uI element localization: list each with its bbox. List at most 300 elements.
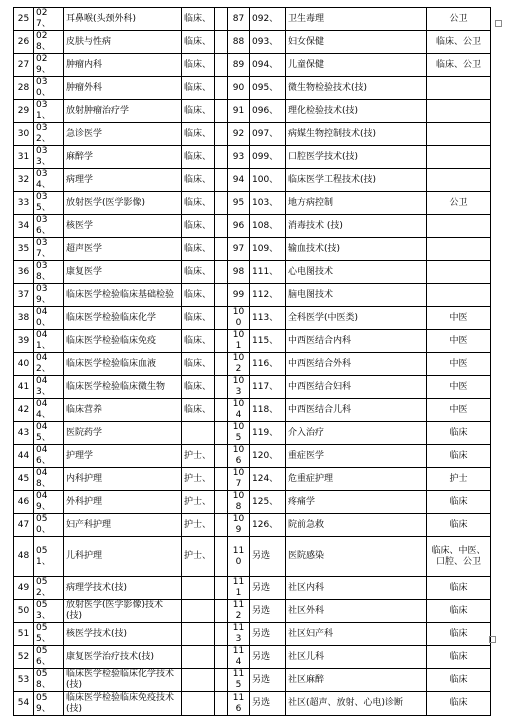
mark-a — [215, 445, 228, 468]
specialty-a: 皮肤与性病 — [64, 31, 182, 54]
row-index: 32 — [14, 169, 34, 192]
code-b: 118、 — [250, 399, 286, 422]
specialty-a: 康复医学 — [64, 261, 182, 284]
code-a: 032、 — [34, 123, 64, 146]
mark-a — [215, 669, 228, 692]
category-b: 临床 — [427, 646, 491, 669]
category-a: 护士、 — [182, 468, 215, 491]
table-row — [14, 491, 491, 514]
row-index-b: 109 — [228, 514, 250, 537]
row-index-b: 90 — [228, 77, 250, 100]
specialty-a: 外科护理 — [64, 491, 182, 514]
specialty-b: 病媒生物控制技术(技) — [286, 123, 427, 146]
code-a: 041、 — [34, 330, 64, 353]
category-a: 临床、 — [182, 8, 215, 31]
row-index-b: 116 — [228, 692, 250, 716]
row-index-b: 98 — [228, 261, 250, 284]
row-index: 29 — [14, 100, 34, 123]
specialty-a: 临床医学检验临床化学 — [64, 307, 182, 330]
category-a: 临床、 — [182, 169, 215, 192]
specialty-b: 疼痛学 — [286, 491, 427, 514]
code-a: 046、 — [34, 445, 64, 468]
category-b: 护士 — [427, 468, 491, 491]
code-b: 124、 — [250, 468, 286, 491]
category-a: 临床、 — [182, 31, 215, 54]
specialty-a: 儿科护理 — [64, 537, 182, 577]
specialty-b: 儿童保健 — [286, 54, 427, 77]
row-index-b: 113 — [228, 623, 250, 646]
category-a: 临床、 — [182, 77, 215, 100]
category-a: 临床、 — [182, 146, 215, 169]
specialty-b: 中西医结合儿科 — [286, 399, 427, 422]
code-b: 另选 — [250, 623, 286, 646]
specialty-a: 临床医学检验临床免疫技术(技) — [64, 692, 182, 716]
category-b — [427, 123, 491, 146]
row-index: 49 — [14, 577, 34, 600]
category-b: 临床 — [427, 514, 491, 537]
row-index: 33 — [14, 192, 34, 215]
specialty-a: 内科护理 — [64, 468, 182, 491]
code-a: 055、 — [34, 623, 64, 646]
specialty-table — [13, 7, 491, 716]
category-b — [427, 77, 491, 100]
category-a: 护士、 — [182, 491, 215, 514]
specialty-a: 临床医学检验临床微生物 — [64, 376, 182, 399]
category-b: 中医 — [427, 330, 491, 353]
category-b — [427, 261, 491, 284]
code-b: 103、 — [250, 192, 286, 215]
table-row — [14, 261, 491, 284]
code-b: 094、 — [250, 54, 286, 77]
row-index: 44 — [14, 445, 34, 468]
mark-a — [215, 623, 228, 646]
table-row — [14, 376, 491, 399]
mark-a — [215, 31, 228, 54]
specialty-b: 社区妇产科 — [286, 623, 427, 646]
code-b: 113、 — [250, 307, 286, 330]
table-row — [14, 399, 491, 422]
specialty-table-body — [14, 8, 491, 716]
table-row — [14, 623, 491, 646]
category-b: 临床、中医、口腔、公卫 — [427, 537, 491, 577]
mark-a — [215, 8, 228, 31]
specialty-b: 社区外科 — [286, 600, 427, 623]
row-index: 40 — [14, 353, 34, 376]
row-index: 27 — [14, 54, 34, 77]
specialty-b: 介入治疗 — [286, 422, 427, 445]
category-b: 临床 — [427, 600, 491, 623]
category-b: 临床 — [427, 692, 491, 716]
mark-a — [215, 600, 228, 623]
category-a: 临床、 — [182, 376, 215, 399]
specialty-b: 社区儿科 — [286, 646, 427, 669]
specialty-a: 核医学技术(技) — [64, 623, 182, 646]
specialty-b: 全科医学(中医类) — [286, 307, 427, 330]
category-b — [427, 100, 491, 123]
row-index-b: 89 — [228, 54, 250, 77]
specialty-a: 妇产科护理 — [64, 514, 182, 537]
code-b: 095、 — [250, 77, 286, 100]
table-row — [14, 669, 491, 692]
specialty-a: 病理学 — [64, 169, 182, 192]
row-index: 42 — [14, 399, 34, 422]
specialty-b: 医院感染 — [286, 537, 427, 577]
table-row — [14, 54, 491, 77]
mark-a — [215, 692, 228, 716]
specialty-a: 放射医学(医学影像)技术(技) — [64, 600, 182, 623]
mark-a — [215, 238, 228, 261]
row-index-b: 102 — [228, 353, 250, 376]
category-b: 中医 — [427, 376, 491, 399]
code-a: 028、 — [34, 31, 64, 54]
code-a: 035、 — [34, 192, 64, 215]
code-a: 034、 — [34, 169, 64, 192]
specialty-b: 中西医结合外科 — [286, 353, 427, 376]
specialty-b: 输血技术(技) — [286, 238, 427, 261]
specialty-a: 麻醉学 — [64, 146, 182, 169]
row-index-b: 101 — [228, 330, 250, 353]
specialty-b: 地方病控制 — [286, 192, 427, 215]
category-a: 临床、 — [182, 353, 215, 376]
specialty-b: 社区(超声、放射、心电)诊断 — [286, 692, 427, 716]
row-index-b: 95 — [228, 192, 250, 215]
code-b: 另选 — [250, 577, 286, 600]
code-a: 048、 — [34, 468, 64, 491]
row-index-b: 103 — [228, 376, 250, 399]
mark-a — [215, 422, 228, 445]
row-index-b: 97 — [228, 238, 250, 261]
code-b: 116、 — [250, 353, 286, 376]
row-index: 51 — [14, 623, 34, 646]
category-b — [427, 238, 491, 261]
category-a: 临床、 — [182, 284, 215, 307]
corner-marker — [489, 636, 496, 643]
table-row — [14, 577, 491, 600]
category-b: 临床 — [427, 422, 491, 445]
mark-a — [215, 100, 228, 123]
mark-a — [215, 646, 228, 669]
mark-a — [215, 376, 228, 399]
code-a: 059、 — [34, 692, 64, 716]
row-index-b: 104 — [228, 399, 250, 422]
table-row — [14, 422, 491, 445]
mark-a — [215, 192, 228, 215]
table-row — [14, 600, 491, 623]
code-b: 099、 — [250, 146, 286, 169]
code-a: 040、 — [34, 307, 64, 330]
code-b: 115、 — [250, 330, 286, 353]
code-b: 097、 — [250, 123, 286, 146]
specialty-a: 放射医学(医学影像) — [64, 192, 182, 215]
code-b: 096、 — [250, 100, 286, 123]
category-a — [182, 692, 215, 716]
row-index: 41 — [14, 376, 34, 399]
specialty-b: 临床医学工程技术(技) — [286, 169, 427, 192]
table-row — [14, 692, 491, 716]
category-b — [427, 215, 491, 238]
code-b: 另选 — [250, 600, 286, 623]
mark-a — [215, 54, 228, 77]
code-b: 125、 — [250, 491, 286, 514]
mark-a — [215, 215, 228, 238]
category-a — [182, 669, 215, 692]
category-a: 护士、 — [182, 537, 215, 577]
specialty-b: 消毒技术 (技) — [286, 215, 427, 238]
table-row — [14, 353, 491, 376]
code-a: 037、 — [34, 238, 64, 261]
code-a: 044、 — [34, 399, 64, 422]
mark-a — [215, 307, 228, 330]
category-b — [427, 146, 491, 169]
mark-a — [215, 537, 228, 577]
specialty-b: 社区麻醉 — [286, 669, 427, 692]
code-b: 另选 — [250, 669, 286, 692]
row-index-b: 96 — [228, 215, 250, 238]
category-a: 临床、 — [182, 54, 215, 77]
row-index: 25 — [14, 8, 34, 31]
category-a — [182, 646, 215, 669]
code-b: 100、 — [250, 169, 286, 192]
code-a: 029、 — [34, 54, 64, 77]
code-a: 030、 — [34, 77, 64, 100]
specialty-b: 口腔医学技术(技) — [286, 146, 427, 169]
row-index: 48 — [14, 537, 34, 577]
row-index: 39 — [14, 330, 34, 353]
category-b: 临床 — [427, 577, 491, 600]
table-row — [14, 8, 491, 31]
mark-a — [215, 169, 228, 192]
mark-a — [215, 491, 228, 514]
mark-a — [215, 77, 228, 100]
table-row — [14, 100, 491, 123]
category-a: 临床、 — [182, 100, 215, 123]
specialty-a: 病理学技术(技) — [64, 577, 182, 600]
category-b: 临床 — [427, 491, 491, 514]
category-a: 临床、 — [182, 238, 215, 261]
row-index: 52 — [14, 646, 34, 669]
category-b: 中医 — [427, 307, 491, 330]
specialty-a: 放射肿瘤治疗学 — [64, 100, 182, 123]
code-a: 031、 — [34, 100, 64, 123]
code-a: 051、 — [34, 537, 64, 577]
row-index: 30 — [14, 123, 34, 146]
specialty-a: 耳鼻喉(头颈外科) — [64, 8, 182, 31]
table-row — [14, 31, 491, 54]
table-row — [14, 307, 491, 330]
corner-marker — [495, 20, 502, 27]
row-index-b: 110 — [228, 537, 250, 577]
table-row — [14, 445, 491, 468]
table-row — [14, 146, 491, 169]
code-a: 036、 — [34, 215, 64, 238]
code-a: 053、 — [34, 600, 64, 623]
category-a: 临床、 — [182, 261, 215, 284]
row-index-b: 94 — [228, 169, 250, 192]
code-a: 045、 — [34, 422, 64, 445]
category-b: 公卫 — [427, 8, 491, 31]
row-index-b: 105 — [228, 422, 250, 445]
mark-a — [215, 468, 228, 491]
mark-a — [215, 261, 228, 284]
row-index: 38 — [14, 307, 34, 330]
code-b: 117、 — [250, 376, 286, 399]
mark-a — [215, 577, 228, 600]
specialty-b: 微生物检验技术(技) — [286, 77, 427, 100]
category-b: 临床 — [427, 669, 491, 692]
specialty-a: 临床医学检验临床化学技术(技) — [64, 669, 182, 692]
code-a: 058、 — [34, 669, 64, 692]
code-a: 033、 — [34, 146, 64, 169]
row-index-b: 115 — [228, 669, 250, 692]
row-index-b: 93 — [228, 146, 250, 169]
row-index-b: 107 — [228, 468, 250, 491]
specialty-b: 重症医学 — [286, 445, 427, 468]
code-b: 109、 — [250, 238, 286, 261]
specialty-b: 院前急救 — [286, 514, 427, 537]
category-b: 公卫 — [427, 192, 491, 215]
mark-a — [215, 399, 228, 422]
category-b: 临床、公卫 — [427, 31, 491, 54]
category-a — [182, 600, 215, 623]
category-b: 中医 — [427, 399, 491, 422]
code-a: 027、 — [34, 8, 64, 31]
row-index: 46 — [14, 491, 34, 514]
code-a: 038、 — [34, 261, 64, 284]
category-a: 临床、 — [182, 307, 215, 330]
category-b: 中医 — [427, 353, 491, 376]
row-index-b: 92 — [228, 123, 250, 146]
category-a: 临床、 — [182, 123, 215, 146]
table-row — [14, 514, 491, 537]
row-index-b: 108 — [228, 491, 250, 514]
category-b: 临床、公卫 — [427, 54, 491, 77]
category-a: 临床、 — [182, 192, 215, 215]
specialty-b: 妇女保健 — [286, 31, 427, 54]
mark-a — [215, 330, 228, 353]
code-b: 092、 — [250, 8, 286, 31]
row-index-b: 99 — [228, 284, 250, 307]
code-a: 039、 — [34, 284, 64, 307]
code-a: 050、 — [34, 514, 64, 537]
row-index: 36 — [14, 261, 34, 284]
specialty-b: 中西医结合妇科 — [286, 376, 427, 399]
table-row — [14, 468, 491, 491]
specialty-b: 理化检验技术(技) — [286, 100, 427, 123]
code-a: 052、 — [34, 577, 64, 600]
code-b: 119、 — [250, 422, 286, 445]
code-b: 093、 — [250, 31, 286, 54]
code-b: 另选 — [250, 537, 286, 577]
row-index-b: 112 — [228, 600, 250, 623]
table-row — [14, 77, 491, 100]
category-a: 临床、 — [182, 330, 215, 353]
code-b: 108、 — [250, 215, 286, 238]
category-a: 护士、 — [182, 514, 215, 537]
category-a: 临床、 — [182, 399, 215, 422]
specialty-a: 临床医学检验临床基础检验 — [64, 284, 182, 307]
specialty-b: 脑电图技术 — [286, 284, 427, 307]
mark-a — [215, 514, 228, 537]
row-index: 50 — [14, 600, 34, 623]
specialty-a: 超声医学 — [64, 238, 182, 261]
specialty-b: 中西医结合内科 — [286, 330, 427, 353]
code-b: 另选 — [250, 646, 286, 669]
mark-a — [215, 123, 228, 146]
row-index: 53 — [14, 669, 34, 692]
table-row — [14, 330, 491, 353]
mark-a — [215, 146, 228, 169]
table-row — [14, 192, 491, 215]
specialty-a: 急诊医学 — [64, 123, 182, 146]
code-a: 056、 — [34, 646, 64, 669]
code-b: 120、 — [250, 445, 286, 468]
category-a: 临床、 — [182, 215, 215, 238]
code-a: 043、 — [34, 376, 64, 399]
category-a — [182, 422, 215, 445]
row-index: 43 — [14, 422, 34, 445]
row-index-b: 91 — [228, 100, 250, 123]
row-index: 45 — [14, 468, 34, 491]
code-b: 111、 — [250, 261, 286, 284]
mark-a — [215, 284, 228, 307]
specialty-b: 心电图技术 — [286, 261, 427, 284]
row-index: 34 — [14, 215, 34, 238]
code-b: 另选 — [250, 692, 286, 716]
specialty-a: 核医学 — [64, 215, 182, 238]
table-row — [14, 215, 491, 238]
specialty-a: 临床营养 — [64, 399, 182, 422]
category-a — [182, 623, 215, 646]
table-row — [14, 169, 491, 192]
row-index: 26 — [14, 31, 34, 54]
row-index-b: 114 — [228, 646, 250, 669]
row-index: 37 — [14, 284, 34, 307]
table-row — [14, 537, 491, 577]
specialty-a: 肿瘤内科 — [64, 54, 182, 77]
table-row — [14, 238, 491, 261]
category-b — [427, 284, 491, 307]
row-index: 47 — [14, 514, 34, 537]
specialty-b: 卫生毒理 — [286, 8, 427, 31]
row-index-b: 106 — [228, 445, 250, 468]
specialty-a: 临床医学检验临床免疫 — [64, 330, 182, 353]
row-index-b: 87 — [228, 8, 250, 31]
specialty-b: 社区内科 — [286, 577, 427, 600]
category-b: 临床 — [427, 445, 491, 468]
code-a: 049、 — [34, 491, 64, 514]
row-index: 31 — [14, 146, 34, 169]
category-a — [182, 577, 215, 600]
category-b — [427, 169, 491, 192]
row-index-b: 111 — [228, 577, 250, 600]
row-index-b: 88 — [228, 31, 250, 54]
specialty-b: 危重症护理 — [286, 468, 427, 491]
specialty-a: 康复医学治疗技术(技) — [64, 646, 182, 669]
category-b: 临床 — [427, 623, 491, 646]
table-row — [14, 646, 491, 669]
mark-a — [215, 353, 228, 376]
specialty-a: 肿瘤外科 — [64, 77, 182, 100]
category-a: 护士、 — [182, 445, 215, 468]
row-index: 54 — [14, 692, 34, 716]
code-b: 126、 — [250, 514, 286, 537]
code-a: 042、 — [34, 353, 64, 376]
row-index: 28 — [14, 77, 34, 100]
code-b: 112、 — [250, 284, 286, 307]
specialty-a: 临床医学检验临床血液 — [64, 353, 182, 376]
specialty-a: 护理学 — [64, 445, 182, 468]
specialty-a: 医院药学 — [64, 422, 182, 445]
